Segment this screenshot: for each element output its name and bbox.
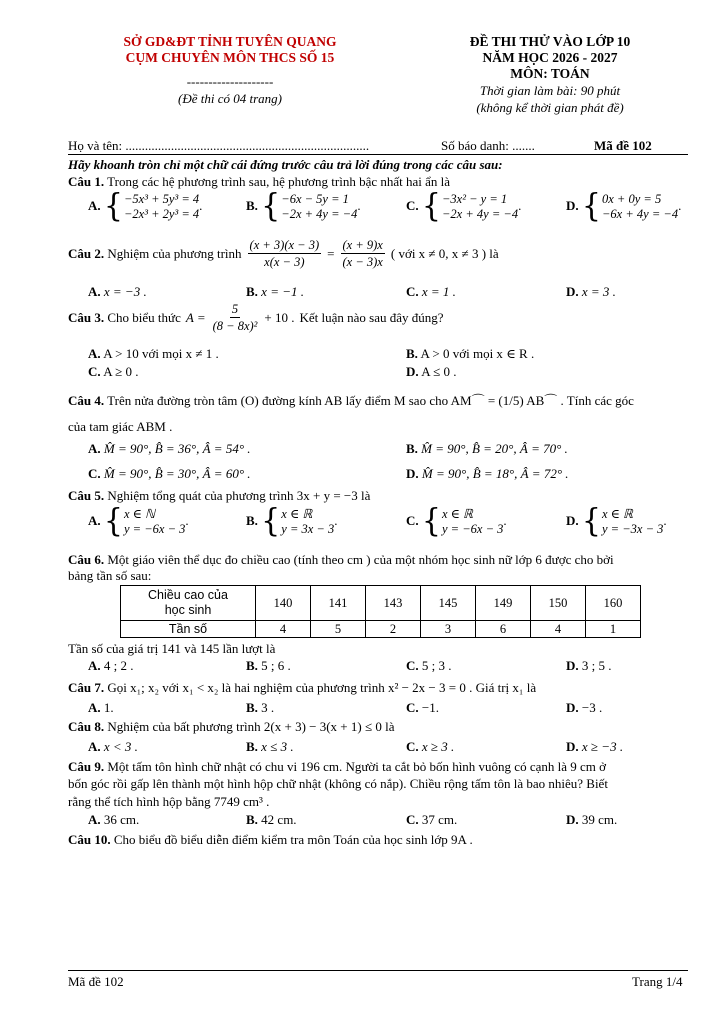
table-cell: 5 [311,621,366,638]
q6-option-b[interactable]: B. 5 ; 6 . [246,658,291,673]
question-label: Câu 1. [68,174,105,189]
q5-option-d[interactable]: D. { x ∈ ℝ y = −3x − 3 . [566,503,667,540]
table-row [121,621,641,638]
department-name: SỞ GD&ĐT TỈNH TUYÊN QUANG [123,34,337,49]
time-limit: Thời gian làm bài: 90 phút [479,83,621,98]
q7-option-b[interactable]: B. 3 . [246,700,275,715]
q6-option-c[interactable]: C. 5 ; 3 . [406,658,452,673]
exam-code: Mã đề 102 [594,138,652,153]
footer-exam-code: Mã đề 102 [68,974,124,989]
cluster-name: CỤM CHUYÊN MÔN THCS SỐ 15 [125,50,335,65]
sbd-field-label: Số báo danh: ....... [441,138,535,153]
table-cell: 4 [531,621,586,638]
exam-header [415,34,685,116]
table-cell: 145 [421,586,476,621]
q4-option-c[interactable]: C. M̂ = 90°, B̂ = 30°, Â = 60° . [88,466,251,481]
question-3: Câu 3. Cho biểu thức A = $\frac{5}{\text{(8 − 8x)²}}$ + 10 . Kết luận nào sau đây đúng? [68,302,444,333]
footer-divider [68,970,688,971]
question-5: Câu 5. Nghiệm tổng quát của phương trình 3x + y = −3 là [68,488,371,503]
school-header [80,34,380,107]
table-cell: 2 [366,621,421,638]
question-1 [68,174,450,190]
table-cell: 141 [311,586,366,621]
q9-option-c[interactable]: C. 37 cm. [406,812,458,827]
question-9-line3: rằng thể tích hình hộp bằng 7749 cm³ . [68,794,270,809]
table-cell: 149 [476,586,531,621]
time-note: (không kể thời gian phát đề) [476,100,624,115]
q3-option-d[interactable]: D. A ≤ 0 . [406,364,457,379]
question-6: Câu 6. Một giáo viên thể dục đo chiều cao (tính theo cm ) của một nhóm học sinh nữ lớp 6 được cho bởi [68,552,614,567]
question-4: Câu 4. Trên nửa đường tròn tâm (O) đường kính AB lấy điểm M sao cho AM⌒ = (1/5) AB⌒ . Tính các góc [68,393,634,408]
name-field-label: Họ và tên: ........................................................................... [68,138,370,153]
q7-option-d[interactable]: D. −3 . [566,700,603,715]
footer-page-number: Trang 1/4 [632,974,683,989]
question-9: Câu 9. Một tấm tôn hình chữ nhật có chu vi 196 cm. Người ta cắt bỏ bốn hình vuông có cạnh là 9 cm ở [68,759,607,774]
q5-option-a[interactable]: A. { x ∈ ℕ y = −6x − 3 . [88,503,189,540]
q5-option-b[interactable]: B. { x ∈ ℝ y = 3x − 3 . [246,503,338,540]
q3-option-a[interactable]: A. A > 10 với mọi x ≠ 1 . [88,346,219,361]
table-header-frequency: Tần số [121,621,256,638]
q5-option-c[interactable]: C. { x ∈ ℝ y = −6x − 3 . [406,503,507,540]
question-8: Câu 8. Nghiệm của bất phương trình 2(x + 3) − 3(x + 1) ≤ 0 là [68,719,395,734]
q8-option-b[interactable]: B. x ≤ 3 . [246,739,294,754]
table-cell: 1 [586,621,641,638]
subject: MÔN: TOÁN [510,66,590,81]
table-cell: 160 [586,586,641,621]
info-divider [68,154,688,155]
frequency-table [120,585,641,638]
q3-option-c[interactable]: C. A ≥ 0 . [88,364,139,379]
header-dashes: -------------------- [186,74,274,89]
q3-fraction: $\frac{5}{\text{(8 − 8x)²}}$ [212,302,258,333]
q2-lhs-fraction: $\frac{(x + 3)(x - 3)}{x(x - 3)}$ [249,238,320,269]
q2-option-b[interactable]: B. x = −1 . [246,284,304,299]
q1-option-b[interactable]: B. { −6x − 5y = 1 −2x + 4y = −4 . [246,188,361,225]
question-10: Câu 10. Cho biểu đồ biểu diễn điểm kiểm tra môn Toán của học sinh lớp 9A . [68,832,473,847]
q3-option-b[interactable]: B. A > 0 với mọi x ∈ R . [406,346,535,361]
q7-option-c[interactable]: C. −1. [406,700,439,715]
question-7: Câu 7. Gọi x₁; x₂ với x₁ < x₂ là hai nghiệm của phương trình x² − 2x − 3 = 0 . Giá trị x₁ là [68,680,537,695]
q6-option-a[interactable]: A. 4 ; 2 . [88,658,134,673]
table-cell: 3 [421,621,476,638]
q8-option-a[interactable]: A. x < 3 . [88,739,138,754]
q9-option-b[interactable]: B. 42 cm. [246,812,297,827]
question-4-cont: của tam giác ABM . [68,419,173,434]
q9-option-a[interactable]: A. 36 cm. [88,812,140,827]
q8-option-d[interactable]: D. x ≥ −3 . [566,739,624,754]
question-2: Câu 2. Nghiệm của phương trình $\frac{(x + 3)(x - 3)}{x(x - 3)}$ = $\frac{(x + 9)x}{(x - 3)x}$ ( với x ≠ 0, x ≠ 3 ) là [68,238,499,269]
q7-option-a[interactable]: A. 1. [88,700,114,715]
page-count-note: (Đề thi có 04 trang) [178,91,282,106]
instruction: Hãy khoanh tròn chỉ một chữ cái đứng trước câu trả lời đúng trong các câu sau: [68,157,503,172]
table-cell: 143 [366,586,421,621]
table-cell: 140 [256,586,311,621]
q1-option-c[interactable]: C. { −3x² − y = 1 −2x + 4y = −4 . [406,188,522,225]
school-year: NĂM HỌC 2026 - 2027 [482,50,618,65]
q9-option-d[interactable]: D. 39 cm. [566,812,618,827]
q1-option-d[interactable]: D. { 0x + 0y = 5 −6x + 4y = −4 . [566,188,682,225]
q8-option-c[interactable]: C. x ≥ 3 . [406,739,455,754]
question-text: Trong các hệ phương trình sau, hệ phương trình bậc nhất hai ẩn là [107,174,451,189]
q2-rhs-fraction: $\frac{(x + 9)x}{(x - 3)x}$ [342,238,383,269]
table-header-height: Chiều cao của học sinh [121,586,256,621]
q4-option-b[interactable]: B. M̂ = 90°, B̂ = 20°, Â = 70° . [406,441,568,456]
q2-option-a[interactable]: A. x = −3 . [88,284,147,299]
q2-option-d[interactable]: D. x = 3 . [566,284,616,299]
q2-option-c[interactable]: C. x = 1 . [406,284,456,299]
table-cell: 6 [476,621,531,638]
question-6-cont: bảng tần số sau: [68,568,152,583]
table-row [121,586,641,621]
table-cell: 4 [256,621,311,638]
q4-option-d[interactable]: D. M̂ = 90°, B̂ = 18°, Â = 72° . [406,466,569,481]
exam-title: ĐỀ THI THỬ VÀO LỚP 10 [469,34,631,49]
question-6-ask: Tần số của giá trị 141 và 145 lần lượt là [68,641,276,656]
question-9-line2: bốn góc rồi gấp lên thành một hình hộp chữ nhật (không có nắp). Chiều rộng tấm tôn là bao nhiêu? Biết [68,776,608,791]
q6-option-d[interactable]: D. 3 ; 5 . [566,658,612,673]
q1-option-a[interactable]: A. { −5x³ + 5y³ = 4 −2x³ + 2y³ = 4 . [88,188,203,225]
q4-option-a[interactable]: A. M̂ = 90°, B̂ = 36°, Â = 54° . [88,441,251,456]
table-cell: 150 [531,586,586,621]
